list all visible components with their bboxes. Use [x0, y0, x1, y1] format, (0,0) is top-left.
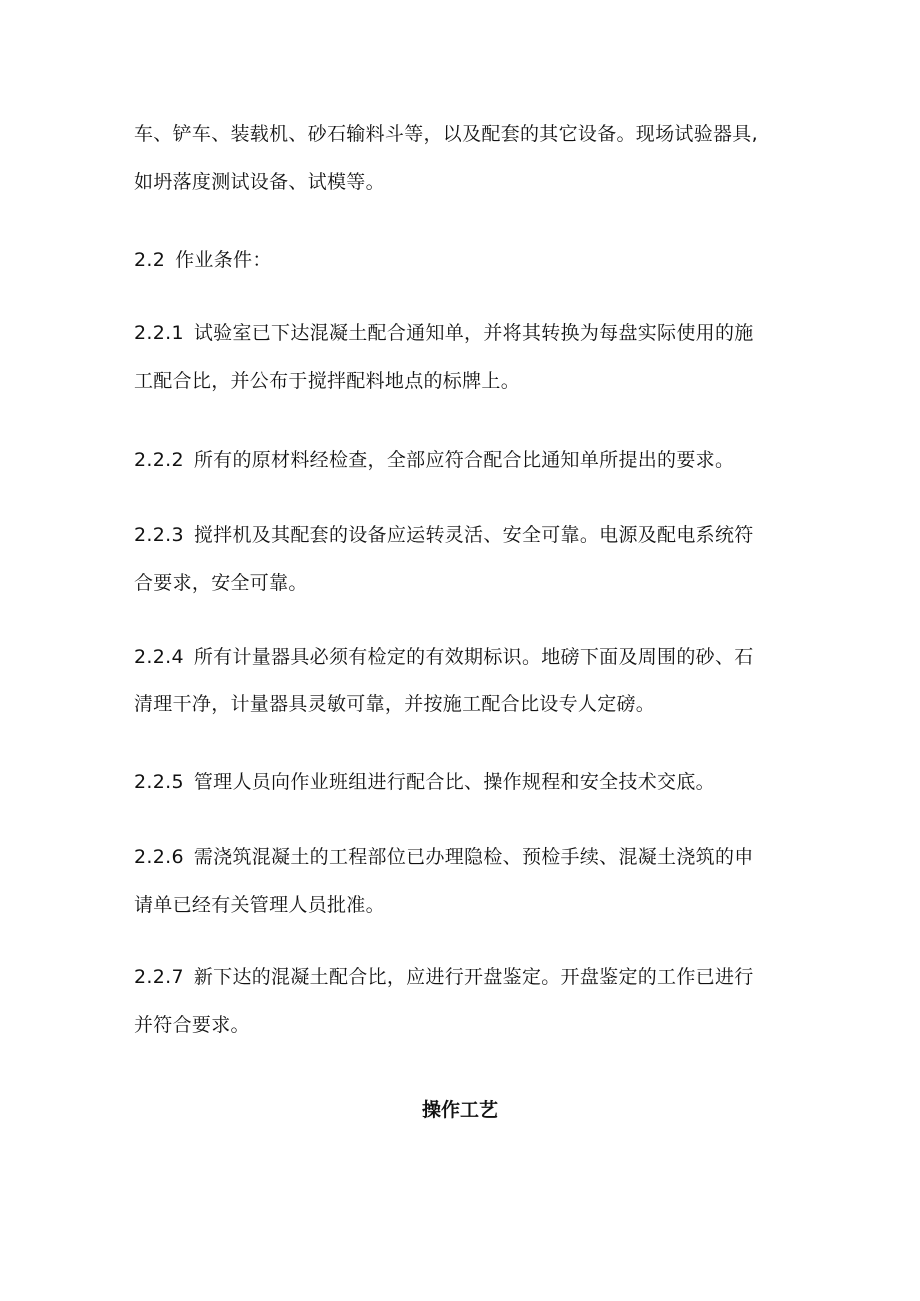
- item-number: 2.2.1: [134, 322, 184, 344]
- paragraph-2-2-4: [134, 645, 754, 669]
- paragraph-2-2-5: [134, 770, 715, 794]
- paragraph-2-2-6: [134, 845, 754, 869]
- paragraph-2-2-3: [134, 523, 754, 547]
- item-number: 2.2.5: [134, 771, 184, 793]
- section-number: 2.2: [134, 249, 166, 271]
- section-heading: 操作工艺: [421, 1099, 498, 1121]
- paragraph-line: 工配合比，并公布于搅拌配料地点的标牌上。: [134, 370, 521, 392]
- paragraph-2-2-7: [134, 965, 754, 989]
- paragraph-line: 所有的原材料经检查，全部应符合配合比通知单所提出的要求。: [193, 449, 735, 471]
- paragraph-line: 试验室已下达混凝土配合通知单，并将其转换为每盘实际使用的施: [193, 322, 754, 344]
- section-2-2-title: [134, 248, 272, 272]
- paragraph-line: 新下达的混凝土配合比，应进行开盘鉴定。开盘鉴定的工作已进行: [193, 966, 754, 988]
- paragraph-line: 请单已经有关管理人员批准。: [134, 894, 385, 916]
- paragraph-2-2-2: [134, 448, 734, 472]
- item-number: 2.2.2: [134, 449, 184, 471]
- paragraph-line: 清理干净，计量器具灵敏可靠，并按施工配合比设专人定磅。: [134, 693, 656, 715]
- item-number: 2.2.7: [134, 966, 184, 988]
- section-title: 作业条件：: [175, 249, 272, 271]
- paragraph-line: 所有计量器具必须有检定的有效期标识。地磅下面及周围的砂、石: [193, 646, 754, 668]
- item-number: 2.2.4: [134, 646, 184, 668]
- item-number: 2.2.6: [134, 846, 184, 868]
- paragraph-line: 需浇筑混凝土的工程部位已办理隐检、预检手续、混凝土浇筑的申: [193, 846, 754, 868]
- item-number: 2.2.3: [134, 524, 184, 546]
- paragraph-line: 如坍落度测试设备、试模等。: [134, 171, 385, 193]
- paragraph-2-2-1: [134, 321, 754, 345]
- paragraph-line: 搅拌机及其配套的设备应运转灵活、安全可靠。电源及配电系统符: [193, 524, 754, 546]
- paragraph-line: 合要求，安全可靠。: [134, 572, 308, 594]
- paragraph-line: 车、铲车、装载机、砂石输料斗等，以及配套的其它设备。现场试验器具,: [134, 123, 758, 145]
- paragraph-line: 管理人员向作业班组进行配合比、操作规程和安全技术交底。: [193, 771, 715, 793]
- paragraph-line: 并符合要求。: [134, 1014, 250, 1036]
